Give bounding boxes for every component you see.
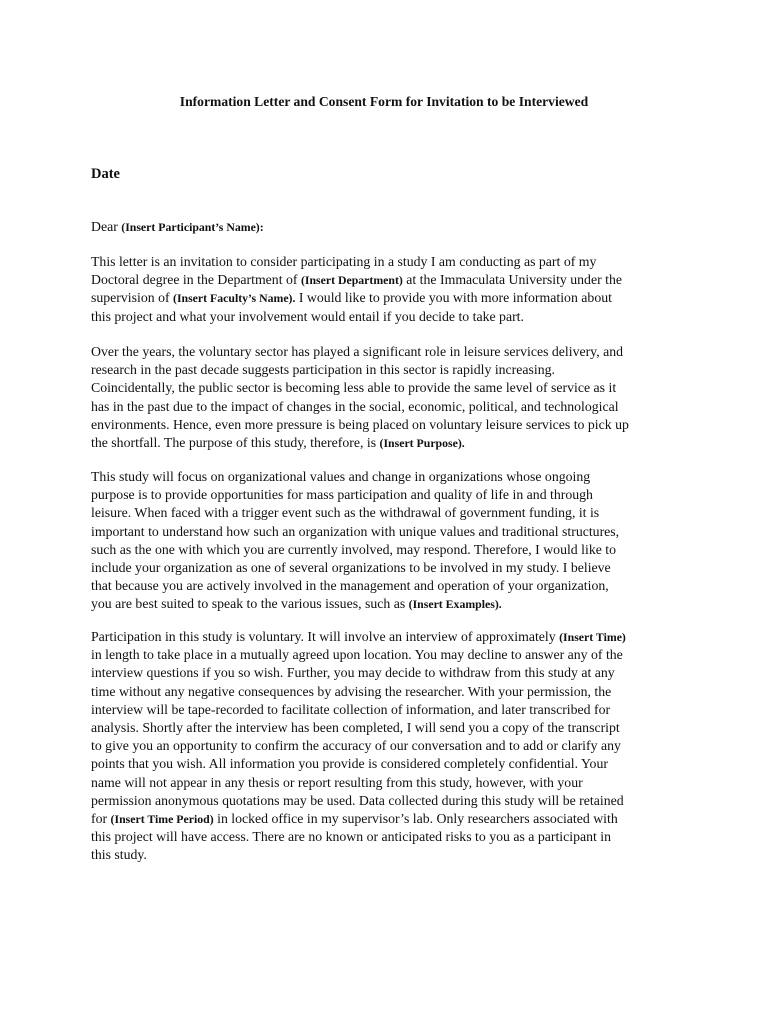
paragraph-line	[91, 271, 691, 289]
paragraph-line: This study will focus on organizational values and change in organizations whose ongoing	[91, 469, 591, 484]
text-segment: supervision of	[91, 290, 170, 306]
paragraph-line: research in the past decade suggests participation in this sector is rapidly increasing.	[91, 362, 555, 378]
paragraph-line: in length to take place in a mutually agreed upon location. You may decline to answer any of the	[91, 647, 623, 663]
paragraph-line: this study.	[91, 847, 147, 863]
salutation	[91, 218, 264, 236]
text-segment: Doctoral degree in the Department of	[91, 272, 298, 288]
paragraph-line: This letter is an invitation to consider participating in a study I am conducting as part of my	[91, 254, 597, 269]
paragraph-line: this project will have access. There are no known or anticipated risks to you as a participant in	[91, 829, 612, 845]
paragraph-line: analysis. Shortly after the interview has been completed, I will send you a copy of the transcript	[91, 720, 620, 736]
text-segment: at the Immaculata University under the	[406, 272, 622, 288]
date-heading: Date	[91, 166, 120, 182]
paragraph-line	[91, 289, 691, 307]
paragraph-line: name will not appear in any thesis or report resulting from this study, however, with your	[91, 774, 583, 790]
paragraph-line: purpose is to provide opportunities for mass participation and quality of life in and through	[91, 487, 593, 503]
text-segment: in locked office in my supervisor’s lab. Only researchers associated with	[217, 811, 618, 827]
paragraph-line	[91, 595, 691, 613]
paragraph-participation	[91, 628, 691, 865]
time-period-placeholder: (Insert Time Period)	[110, 812, 214, 827]
purpose-placeholder: (Insert Purpose).	[379, 436, 465, 451]
paragraph-line: environments. Hence, even more pressure is being placed on voluntary leisure services to pick up	[91, 416, 629, 432]
text-segment: you are best suited to speak to the various issues, such as	[91, 596, 406, 612]
paragraph-line: interview questions if you so wish. Further, you may decide to withdraw from this study at any	[91, 665, 615, 681]
time-placeholder: (Insert Time)	[559, 630, 626, 644]
paragraph-line: to give you an opportunity to confirm the accuracy of our conversation and to add or clarify any	[91, 738, 621, 754]
department-placeholder: (Insert Department)	[300, 273, 403, 288]
faculty-name-placeholder: (Insert Faculty’s Name).	[173, 291, 296, 306]
paragraph-line: has in the past due to the impact of changes in the social, economic, political, and technological	[91, 398, 619, 414]
paragraph-line: points that you wish. All information you provide is considered completely confidential. Your	[91, 756, 608, 772]
text-segment: I would like to provide you with more information about	[298, 290, 612, 306]
text-segment: for	[91, 811, 108, 827]
document-title: Information Letter and Consent Form for Invitation to be Interviewed	[179, 94, 589, 109]
paragraph-line: that because you are actively involved in the management and operation of your organization,	[91, 578, 609, 594]
paragraph-line	[91, 434, 691, 452]
participant-name-placeholder: (Insert Participant’s Name):	[121, 220, 264, 234]
paragraph-line: interview will be tape-recorded to facilitate collection of information, and later transcribed for	[91, 701, 611, 717]
salutation-dear: Dear	[91, 219, 118, 234]
paragraph-invitation	[91, 253, 691, 326]
paragraph-line: this project and what your involvement would entail if you decide to take part.	[91, 308, 524, 324]
paragraph-line: time without any negative consequences by advising the researcher. With your permission, the	[91, 683, 612, 699]
paragraph-line: important to understand how such an organization with unique values and traditional structures,	[91, 523, 620, 539]
paragraph-line: Over the years, the voluntary sector has played a significant role in leisure services delivery, and	[91, 344, 624, 359]
paragraph-line: Coincidentally, the public sector is becoming less able to provide the same level of service as it	[91, 380, 617, 396]
paragraph-line	[91, 810, 691, 828]
paragraph-line: such as the one with which you are currently involved, may respond. Therefore, I would like to	[91, 541, 617, 557]
text-segment: Participation in this study is voluntary. It will involve an interview of approximately	[91, 629, 556, 644]
paragraph-line	[91, 628, 691, 646]
paragraph-study-focus	[91, 468, 691, 614]
paragraph-background	[91, 343, 691, 452]
paragraph-line: include your organization as one of several organizations to be involved in my study. I believe	[91, 560, 611, 576]
text-segment: the shortfall. The purpose of this study, therefore, is	[91, 435, 377, 451]
paragraph-line: permission anonymous quotations may be used. Data collected during this study will be retained	[91, 792, 624, 808]
examples-placeholder: (Insert Examples).	[408, 597, 502, 612]
paragraph-line: leisure. When faced with a trigger event such as the withdrawal of government funding, it is	[91, 505, 600, 521]
